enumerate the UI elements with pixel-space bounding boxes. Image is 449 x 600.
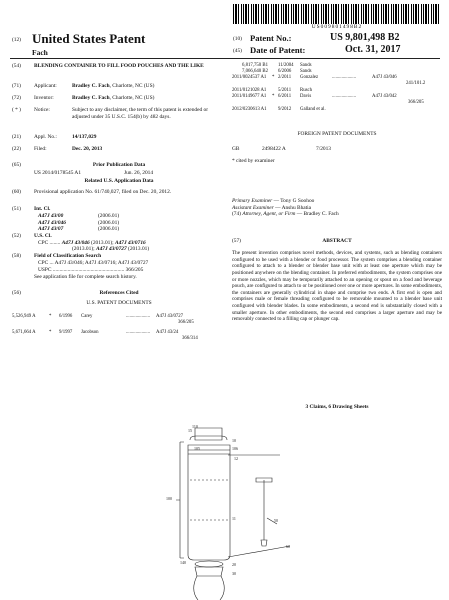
- primary-examiner: — Tony G Soohoo: [272, 198, 315, 204]
- cpc-version: (2013.01);: [89, 239, 116, 246]
- field-code: ( * ): [12, 107, 21, 113]
- filed-date: Dec. 20, 2013: [72, 146, 103, 152]
- int-cl-version: (2006.01): [98, 226, 120, 233]
- abstract-header: [232, 238, 442, 245]
- field-52: [12, 233, 224, 240]
- cpc-code: A47J 43/0716: [115, 239, 146, 246]
- invention-title: BLENDING CONTAINER TO FILL FOOD POUCHES AND THE LIKE: [34, 63, 204, 69]
- blade-disc: [195, 561, 223, 567]
- field-22: [12, 146, 224, 162]
- reference-list: [12, 314, 224, 346]
- label-20: 20: [232, 562, 236, 567]
- ref-class-2: 366/205: [408, 100, 424, 106]
- appl-label: Appl. No.:: [34, 134, 57, 140]
- search-cpc: [12, 260, 224, 267]
- field-code: (21): [12, 134, 21, 140]
- patent-no-label: Patent No.:: [250, 33, 292, 43]
- code-45: (45): [233, 48, 242, 54]
- ref-star: *: [49, 329, 52, 335]
- field-65: [12, 162, 224, 170]
- applicant-label: Applicant:: [34, 83, 57, 89]
- ref-name: Carey: [81, 313, 93, 319]
- int-cl-code: A47J 43/046: [38, 219, 67, 226]
- ref-class: A47J 43/042: [372, 94, 397, 99]
- field-51: [12, 206, 224, 213]
- applicant-place: , Charlotte, NC (US): [109, 83, 155, 89]
- search-note-text: See application file for complete search history.: [34, 273, 137, 280]
- cpc-code: A47J 43/046: [61, 239, 90, 246]
- field-code: (58): [12, 253, 21, 260]
- field-72: [12, 95, 224, 107]
- ref-class-2: 366/205: [178, 319, 194, 325]
- ref-name: Sands: [300, 63, 312, 68]
- foreign-docs-title: FOREIGN PATENT DOCUMENTS: [297, 131, 377, 137]
- reference-entry: 2011/0149677 A1 * 6/2011 Davis .................... A47J 43/042 366/205: [232, 94, 442, 107]
- patent-drawing: [140, 420, 330, 600]
- ref-name: Rusch: [300, 88, 312, 93]
- ref-number: 2012/0230613 A1: [232, 107, 267, 112]
- reference-entry: 2011/0024537 A1 * 2/2011 Gonzalez .................... A47J 43/046 241/101.2: [232, 75, 442, 88]
- notice-label: Notice:: [34, 107, 50, 113]
- search-uspc: [12, 267, 224, 274]
- us-cl-label: U.S. Cl.: [34, 232, 52, 239]
- attorney-label: Attorney, Agent, or Firm: [242, 211, 296, 218]
- foreign-country: GB: [232, 146, 240, 152]
- code-12: (12): [12, 37, 21, 43]
- right-column: [232, 63, 442, 117]
- ref-date: 6/2006: [278, 69, 292, 74]
- examiners: [232, 198, 442, 218]
- inventor-place: , Charlotte, NC (US): [109, 95, 155, 101]
- attorney-name: — Bradley C. Fach: [295, 211, 339, 218]
- field-54: [12, 63, 224, 83]
- claims-line: 3 Claims, 6 Drawing Sheets: [305, 404, 369, 410]
- int-cl-code: A47J 43/07: [38, 226, 64, 233]
- patent-date: Oct. 31, 2017: [345, 44, 401, 55]
- barcode-number: US009801498B2: [311, 24, 363, 30]
- int-cl-label: Int. Cl.: [34, 206, 51, 212]
- field-60: [12, 189, 224, 206]
- search-cpc-text: CPC ... A47J 43/046; A47J 43/0716; A47J 43/0727: [38, 260, 149, 267]
- field-code: (52): [12, 232, 21, 239]
- ref-date: 6/2011: [278, 94, 292, 99]
- prior-pub-date: Jun. 26, 2014: [124, 170, 154, 176]
- ref-date: 11/2004: [278, 63, 294, 68]
- reference-entry: 5,671,664 A * 9/1997 Jacobson .................... A47J 43/24 366/314: [12, 330, 224, 346]
- cpc-version: (2013.01): [126, 246, 150, 253]
- foreign-number: 2498422 A: [262, 146, 286, 152]
- reference-entry: 5,526,949 A * 6/1996 Carey .................... A47J 43/0727 366/205: [12, 314, 224, 330]
- cpc-code: A47J 43/0727: [95, 246, 127, 253]
- ref-date: 6/1996: [59, 313, 73, 319]
- cited-note: * cited by examiner: [232, 158, 275, 164]
- applicant-name: Bradley C. Fach: [72, 83, 110, 89]
- search-field-label: Field of Classification Search: [34, 253, 102, 260]
- office-title: United States Patent: [32, 31, 146, 46]
- ref-star: *: [272, 94, 275, 99]
- abstract-title: ABSTRACT: [322, 238, 352, 244]
- patent-no: US 9,801,498 B2: [330, 32, 400, 43]
- label-60: 60: [286, 544, 290, 549]
- ref-class-2: 241/101.2: [406, 81, 426, 87]
- related-title: Related U.S. Application Data: [84, 178, 154, 184]
- int-cl-row: [12, 213, 224, 220]
- ref-name: Davis: [300, 94, 312, 99]
- field-code: (57): [232, 238, 241, 244]
- barcode: [233, 4, 441, 24]
- label-15: 15: [188, 428, 192, 433]
- int-cl-row: [12, 226, 224, 233]
- prior-pub-number: US 2014/0178545 A1: [34, 170, 82, 176]
- label-100: 100: [166, 496, 172, 501]
- field-71: [12, 83, 224, 95]
- notice-text: Subject to any disclaimer, the term of this patent is extended or adjusted under 35 U.S.C. 154(b) by 482 days.: [72, 107, 209, 120]
- base-ring: [195, 567, 223, 576]
- ref-number: 2011/0024537 A1: [232, 75, 267, 80]
- ref-date: 2/2011: [278, 75, 292, 80]
- reference-entry: [232, 107, 442, 117]
- ref-date: 9/1997: [59, 329, 73, 335]
- container-body: [188, 445, 230, 560]
- ref-star: *: [49, 313, 52, 319]
- filling-cap: [195, 428, 222, 440]
- int-cl-version: (2006.01): [98, 213, 120, 219]
- label-110: 110: [192, 424, 198, 429]
- appl-number: 14/137,029: [72, 134, 97, 140]
- ref-number: 5,526,949 A: [12, 313, 36, 319]
- field-notice: [12, 107, 224, 134]
- assistant-examiner: — Anshu Bhatia: [273, 204, 312, 211]
- label-12: 12: [234, 456, 238, 461]
- ref-number: 2011/0121028 A1: [232, 88, 267, 93]
- ref-date: 9/2012: [278, 107, 292, 112]
- cpc-label: CPC ........: [38, 239, 61, 246]
- inventor-name: Bradley C. Fach: [72, 95, 110, 101]
- field-56: [12, 290, 224, 300]
- field-code: (60): [12, 189, 21, 195]
- references-title: References Cited: [99, 289, 139, 296]
- label-105: 105: [194, 446, 200, 451]
- us-docs-title: U.S. PATENT DOCUMENTS: [86, 299, 152, 306]
- foreign-date: 7/2013: [316, 146, 331, 152]
- ref-class: A47J 43/046: [372, 75, 397, 80]
- int-cl-code: A47J 43/00: [38, 213, 64, 219]
- field-code: (56): [12, 289, 21, 296]
- field-58: [12, 253, 224, 260]
- field-code: (65): [12, 162, 21, 168]
- cpc-version: (2013.01);: [72, 246, 96, 253]
- label-10: 10: [232, 438, 236, 443]
- label-30: 30: [232, 571, 236, 576]
- label-11: 11: [232, 516, 236, 521]
- cpc-line-2: [12, 246, 224, 253]
- primary-examiner-label: Primary Examiner: [232, 198, 273, 204]
- ref-number: 6,817,750 B1: [242, 63, 268, 68]
- inventor-label: Inventor:: [34, 95, 54, 101]
- label-140: 140: [180, 560, 186, 565]
- ref-name: Gonzalez: [300, 75, 319, 80]
- abstract-text: The present invention comprises novel methods, devices, and systems, such as blending containers configured to be used with a blender or food processor. The system comprises a blending container configured to attach to a blender or blender base unit with at least one aperture which may be positioned anywhere on the blending container. In preferred embodiments, the system comprises one or more nozzles, which may be temporarily attached to an opening or spout on a food and beverage pouch, are configured to attach to or be positioned over one or more apertures. In some embodiments, the containers are generally cylindrical in shape and comprise two ends. A first end is open and comprises male or female threading configured to be removable mounted to a blender base unit configured with blender blades. In some embodiments, a second end is substantially closed with a smaller aperture. In other embodiments, the second end comprises a larger aperture and may be removably connected to a filling cap or plunger cap.: [232, 250, 442, 323]
- header-rule: [10, 58, 440, 59]
- assistant-examiner-label: Assistant Examiner: [232, 204, 274, 211]
- inventor-short: Fach: [32, 48, 48, 57]
- ref-class-2: 366/314: [182, 335, 198, 341]
- field-code: (74): [232, 211, 241, 218]
- ref-star: *: [272, 75, 275, 80]
- date-label: Date of Patent:: [250, 45, 306, 55]
- label-106: 106: [232, 446, 238, 451]
- field-code: (51): [12, 206, 21, 212]
- ref-date: 5/2011: [278, 88, 292, 93]
- provisional-text: Provisional application No. 61/740,027, filed on Dec. 20, 2012.: [34, 189, 172, 195]
- search-uspc-text: USPC ..................................................... 366/205: [38, 266, 144, 273]
- ref-name: Galland et al.: [300, 107, 326, 112]
- foreign-doc-row: [232, 146, 442, 153]
- ref-class: A47J 43/0727: [156, 313, 184, 319]
- cap-rim: [190, 436, 227, 440]
- ref-name: Sands: [300, 69, 312, 74]
- filed-label: Filed:: [34, 146, 47, 152]
- blender-base: [194, 576, 225, 600]
- field-code: (54): [12, 63, 21, 69]
- label-50: 50: [274, 518, 278, 523]
- field-21: [12, 134, 224, 146]
- prior-pub-row: [12, 170, 224, 178]
- left-column: [12, 63, 224, 346]
- related-title-row: [12, 178, 224, 189]
- ref-name: Jacobson: [81, 329, 99, 335]
- ref-number: 2011/0149677 A1: [232, 94, 267, 99]
- field-code: (22): [12, 146, 21, 152]
- code-10: (10): [233, 36, 242, 42]
- prior-pub-title: Prior Publication Data: [92, 162, 146, 168]
- search-note: [12, 274, 224, 290]
- field-code: (72): [12, 95, 21, 101]
- int-cl-version: (2006.01): [98, 219, 120, 226]
- us-docs-title-row: [12, 300, 224, 314]
- ref-number: 7,066,640 B2: [242, 69, 268, 74]
- ref-class: A47J 43/24: [156, 329, 179, 335]
- field-code: (71): [12, 83, 21, 89]
- ref-number: 5,671,664 A: [12, 329, 36, 335]
